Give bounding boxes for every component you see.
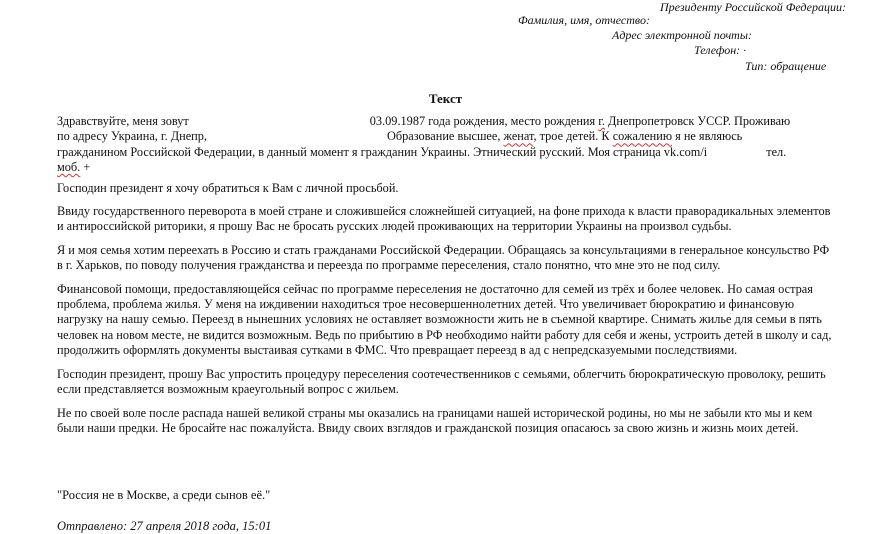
phone-label: Телефон: · (694, 43, 747, 57)
paragraph-2: Ввиду государственного переворота в моей стране и сложившейся сложнейшей ситуацией, на фоне прихода к власти праворадикальных элементов и антироссийской риторики, я прошу Вас не бросать русских людей проживающих на территории Украины на произвол судьбы. (57, 204, 831, 234)
name-label: Фамилия, имя, отчество: (518, 13, 650, 27)
closing-quote: "Россия не в Москве, а среди сынов её." (57, 488, 271, 502)
citizen-line: гражданином Российской Федерации, в данный момент я гражданин Украины. Этнический русский. Моя страница vk.com/i (57, 144, 708, 159)
paragraph-1: Господин президент я хочу обратиться к Вам с личной просьбой. (57, 180, 399, 195)
birth-info: 03.09.1987 года рождения, место рождения (369, 114, 599, 128)
mob-label: моб. (57, 160, 81, 175)
intro-paragraph (57, 114, 837, 176)
education: Образование высшее, (386, 129, 504, 144)
not-citizen: я не являюсь (672, 129, 743, 144)
paragraph-4: Финансовой помощи, предоставляющейся сейчас по программе переселения не достаточно для семей из трёх и более человек. Но самая острая проблема, проблема жилья. У меня на иждивении находиться трое несовершеннолетних детей. Что увеличивает бюрократию и финансовую нагрузку на нашу семью. Переезд в нынешних условиях не оставляет возможности жить не в съемной квартире. Снимать жилье для семьи в пять человек на новом месте, не видится возможным. Ведь по прибытию в РФ необходимо найти работу для себя и жены, устроить детей в школу и сад, продолжить оформлять документы выстаивая сутками в ФМС. Что превращает переезд в ад с непредсказуемыми последствиями. (57, 281, 832, 358)
phone-plus: + (80, 160, 91, 175)
greeting: Здравствуйте, меня зовут (57, 114, 189, 128)
address: по адресу Украина, г. Днепр, (57, 129, 207, 144)
married-word: женат (503, 129, 534, 144)
regret-word: сожалению (612, 129, 673, 144)
paragraph-3: Я и моя семья хотим переехать в Россию и стать гражданами Российской Федерации. Обращаясь за консультациями в генеральное консульство РФ в г. Харьков, по поводу получения гражданства и переезда по программе переселения, стало понятно, что мне это не под силу. (57, 242, 830, 273)
paragraph-5: Господин президент, прошу Вас упростить процедуру переселения соотечественников с семьями, облегчить бюрократическую проволоку, решить если представляется возможным краеугольный вопрос с жильем. (57, 366, 826, 397)
type-label: Тип: обращение (745, 59, 827, 73)
document-title: Текст (428, 91, 463, 106)
tel-label: тел. (766, 144, 787, 159)
children: , трое детей. К (533, 129, 613, 144)
paragraph-6: Не по своей воле после распада нашей великой страны мы оказались на границами нашей исторической родины, но мы не забыли кто мы и кем были наши предки. Не бросайте нас пожалуйста. Ввиду своих взглядов и гражданской позиция опасаюсь за свою жизнь и жизнь моих детей. (57, 405, 813, 435)
birth-city-prefix: г. (598, 114, 605, 128)
letter-body (57, 114, 837, 444)
email-label: Адрес электронной почты: (612, 28, 752, 42)
sent-timestamp: Отправлено: 27 апреля 2018 года, 15:01 (57, 519, 272, 533)
recipient-line: Президенту Российской Федерации: (660, 0, 846, 14)
birth-tail: Днепропетровск УССР. Проживаю (604, 114, 791, 128)
